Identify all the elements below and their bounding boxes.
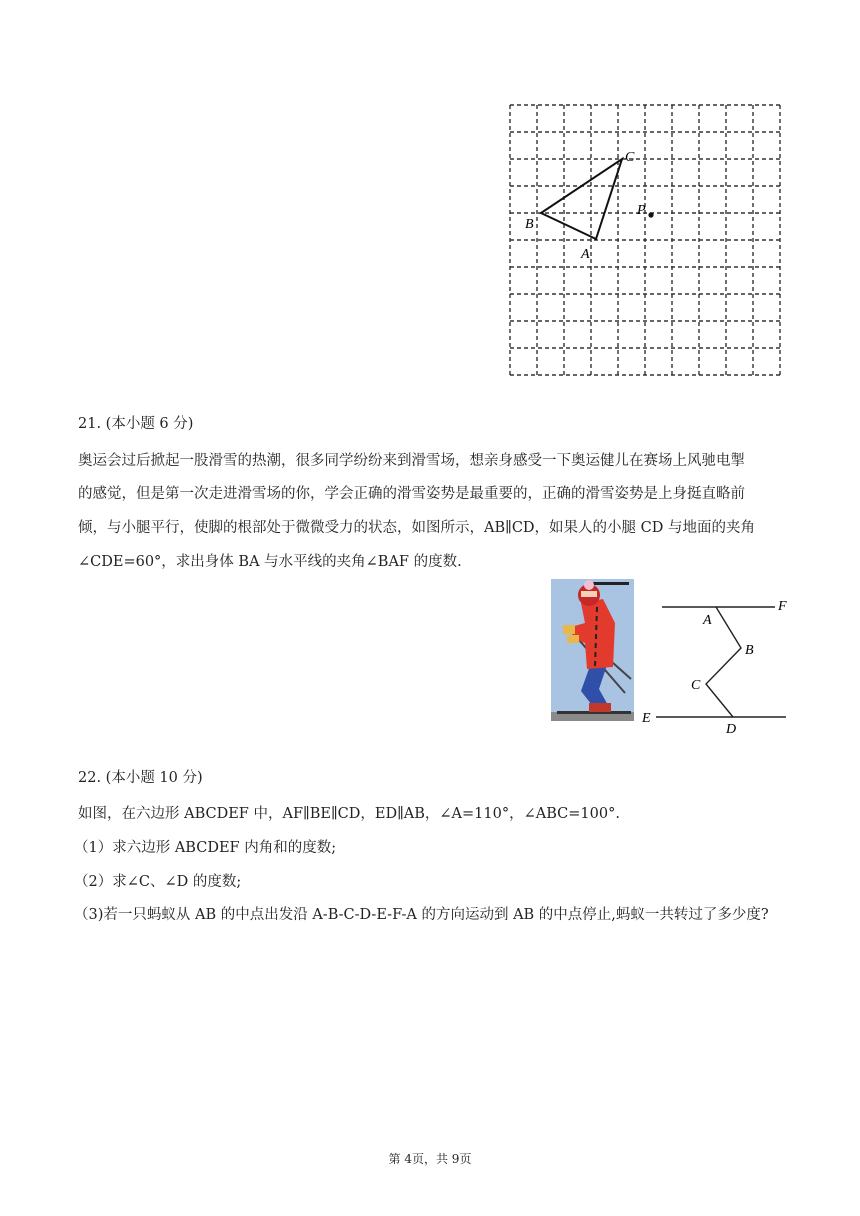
label-b: B [525, 217, 534, 232]
label-a: A [581, 247, 590, 262]
fig-label-c: C [691, 678, 701, 693]
fig-label-d: D [726, 722, 737, 737]
q22-intro: 如图，在六边形 ABCDEF 中，AF∥BE∥CD，ED∥AB，∠A=110°，∠ABC=100°. [78, 806, 620, 822]
page-footer: 第 4页，共 9页 [388, 1152, 472, 1166]
q22-item-2: （2）求∠C、∠D 的度数; [74, 874, 242, 890]
fig-label-b: B [745, 643, 754, 658]
q22-heading: 22. (本小题 10 分) [78, 770, 203, 786]
fig-label-f: F [778, 599, 787, 614]
q21-line-3: 倾，与小腿平行，使脚的根部处于微微受力的状态，如图所示，AB∥CD，如果人的小腿 CD 与地面的夹角 [78, 520, 755, 536]
label-c: C [625, 150, 635, 165]
fig-label-e: E [642, 711, 651, 726]
triangle-abc [541, 159, 622, 239]
dashed-grid [510, 105, 780, 375]
q21-heading: 21. (本小题 6 分) [78, 416, 194, 432]
point-p [648, 212, 653, 217]
q21-geometry-figure [640, 590, 800, 740]
grid-figure [505, 100, 790, 385]
q22-item-1: （1）求六边形 ABCDEF 内角和的度数; [74, 840, 337, 856]
q22-item-3: （3)若一只蚂蚁从 AB 的中点出发沿 A-B-C-D-E-F-A 的方向运动到 AB 的中点停止,蚂蚁一共转过了多少度? [74, 907, 769, 923]
label-p: P [637, 203, 646, 218]
q21-line-2: 的感觉，但是第一次走进滑雪场的你，学会正确的滑雪姿势是最重要的，正确的滑雪姿势是上身挺直略前 [78, 486, 745, 502]
q21-line-4: ∠CDE=60°，求出身体 BA 与水平线的夹角∠BAF 的度数. [78, 554, 462, 570]
skier-image [551, 579, 634, 721]
q21-line-1: 奥运会过后掀起一股滑雪的热潮，很多同学纷纷来到滑雪场，想亲身感受一下奥运健儿在赛场上风驰电掣 [78, 453, 745, 469]
fig-label-a: A [703, 613, 712, 628]
